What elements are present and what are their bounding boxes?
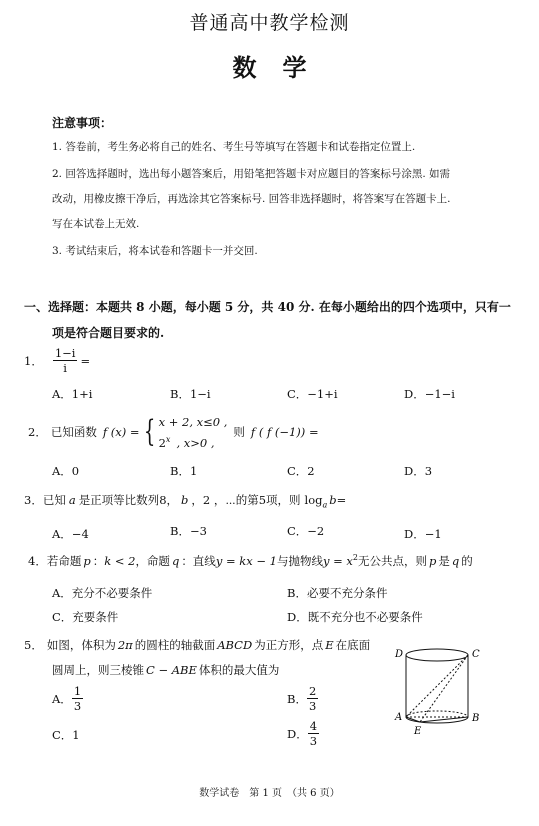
- q4-text-5: 与抛物线: [276, 554, 323, 568]
- q2-cases: [159, 413, 228, 452]
- q2-number: 2．: [28, 425, 47, 440]
- q3-equals: =: [336, 493, 347, 507]
- section-heading-line2: 项是符合题目要求的.: [52, 326, 165, 340]
- subject-title: 数学: [232, 53, 333, 82]
- q5-option-d-frac: [308, 719, 319, 748]
- q4-line-eq: y = kx − 1: [215, 554, 277, 568]
- q2-option-d: D．3: [404, 464, 433, 478]
- note-2-cont: 改动，用橡皮擦干净后，再选涂其它答案标号. 回答非选择题时，将答案写在答题卡上.: [52, 193, 451, 205]
- q5-text-4: 在底面: [335, 638, 371, 652]
- q4-text-4: ：直线: [181, 554, 216, 568]
- page-footer: 数学试卷 第 1 页 （共 6 页）: [199, 788, 340, 799]
- exam-title: 普通高中教学检测: [189, 12, 350, 34]
- q1-option-c: C．−1+i: [287, 387, 338, 401]
- label-b: B: [472, 713, 480, 724]
- q4-var-q: q: [171, 554, 180, 568]
- q5-option-a-den: 3: [73, 699, 82, 713]
- q5-option-c: C．1: [52, 728, 80, 742]
- q1-denominator: i: [63, 361, 67, 375]
- q3-text-2: 是正项等比数列: [78, 493, 160, 507]
- q1-option-a: A．1+i: [52, 387, 93, 401]
- q4-text-2: ：: [92, 554, 105, 568]
- cylinder-top-ellipse: [406, 649, 468, 661]
- q1-option-b: B．1−i: [170, 387, 211, 401]
- q4-text-8: 的: [461, 554, 473, 568]
- question-1: [24, 346, 90, 375]
- q5-abcd: ABCD: [217, 638, 253, 652]
- q2-pre: 已知函数: [50, 425, 97, 440]
- label-e: E: [414, 726, 422, 737]
- label-d: D: [395, 649, 404, 660]
- q5-text-6: 体积的最大值为: [198, 663, 280, 677]
- note-3: 3. 考试结束后，将本试卷和答题卡一并交回.: [52, 245, 258, 257]
- q3-option-d: D．−1: [404, 527, 442, 541]
- q2-case2-cond: , x>0 ,: [176, 435, 215, 450]
- label-a: A: [395, 712, 403, 723]
- q5-option-b: [287, 684, 318, 713]
- q3-option-b: B．−3: [170, 524, 207, 538]
- q1-numerator: 1−i: [54, 346, 76, 360]
- q5-point-e: E: [325, 638, 334, 652]
- q2-option-a: A．0: [52, 464, 80, 478]
- q4-option-b: B．必要不充分条件: [287, 586, 388, 600]
- q2-ask: f ( f (−1)) =: [250, 425, 319, 440]
- q4-parabola-exp: 2: [352, 553, 359, 563]
- q3-option-c: C．−2: [287, 524, 325, 538]
- q2-case2-exp: x: [165, 435, 171, 444]
- q4-number: 4．: [28, 554, 47, 568]
- q3-text-3: 8，: [159, 493, 179, 507]
- q5-option-d: [287, 719, 319, 748]
- q5-option-b-den: 3: [308, 699, 317, 713]
- q4-parabola-eq: y = x: [322, 554, 353, 568]
- q2-post: 则: [233, 425, 245, 440]
- section-heading-line1: 一、选择题：本题共 8 小题，每小题 5 分，共 40 分. 在每小题给出的四个选项中，只有一: [24, 300, 511, 314]
- q3-text-4: ，2 ，⋯的第5项，则: [191, 493, 301, 507]
- q5-option-a: [52, 684, 83, 713]
- q2-case2-base: 2: [158, 435, 166, 450]
- question-4: [28, 553, 473, 569]
- q1-option-d: D．−1−i: [404, 387, 455, 401]
- q4-text-1: 若命题: [46, 554, 82, 568]
- q4-cond-k: k < 2: [104, 554, 136, 568]
- question-5: [24, 637, 370, 653]
- q2-brace: {: [143, 414, 155, 450]
- q4-option-c: C．充要条件: [52, 610, 119, 624]
- q2-case1: x + 2, x≤0 ,: [158, 415, 228, 429]
- label-c: C: [472, 649, 480, 660]
- q5-text-3: 为正方形，点: [254, 638, 324, 652]
- q5-text-5: 圆周上，则三棱锥: [52, 663, 144, 677]
- q4-option-d: D．既不充分也不必要条件: [287, 610, 423, 624]
- q3-log-arg: b: [329, 493, 337, 507]
- q3-var-b: b: [181, 493, 189, 507]
- q1-equals: =: [80, 353, 91, 368]
- q4-var-q2: q: [451, 554, 460, 568]
- cylinder-figure: [392, 640, 492, 740]
- q5-volume: 2π: [117, 638, 133, 652]
- q3-log-base: a: [322, 500, 328, 510]
- q5-option-b-label: B．: [287, 691, 307, 706]
- q5-number: 5．: [24, 638, 43, 652]
- q2-case2: [159, 431, 228, 452]
- q4-text-7: 是: [438, 554, 450, 568]
- q5-option-a-frac: [72, 684, 83, 713]
- note-2: 2. 回答选择题时，选出每小题答案后，用铅笔把答题卡对应题目的答案标号涂黑. 如需: [52, 168, 451, 180]
- q1-number: 1．: [24, 353, 43, 368]
- note-2-end: 写在本试卷上无效.: [52, 218, 140, 230]
- q2-option-c: C．2: [287, 464, 315, 478]
- cylinder-bottom-back: [406, 711, 468, 717]
- q4-option-a: A．充分不必要条件: [52, 586, 153, 600]
- q5-text-1: 如图，体积为: [46, 638, 116, 652]
- q2-fx: f (x) =: [102, 425, 140, 440]
- question-2: [28, 413, 319, 452]
- q3-option-a: A．−4: [52, 527, 89, 541]
- q5-option-a-num: 1: [73, 684, 82, 698]
- q5-pyramid: C − ABE: [146, 663, 197, 677]
- q5-text-2: 的圆柱的轴截面: [134, 638, 216, 652]
- question-5-line2: [52, 662, 279, 678]
- q4-var-p2: p: [429, 554, 437, 568]
- q5-option-a-label: A．: [52, 691, 72, 706]
- q3-text-1: 已知: [42, 493, 66, 507]
- q5-option-b-frac: [307, 684, 318, 713]
- notes-heading: 注意事项：: [52, 116, 113, 130]
- q5-option-b-num: 2: [308, 684, 317, 698]
- note-1: 1. 答卷前，考生务必将自己的姓名、考生号等填写在答题卡和试卷指定位置上.: [52, 141, 416, 153]
- q3-var-a: a: [68, 493, 76, 507]
- q3-number: 3．: [24, 493, 43, 507]
- q4-text-6: 无公共点，则: [358, 554, 428, 568]
- q2-option-b: B．1: [170, 464, 198, 478]
- q5-option-d-den: 3: [309, 734, 318, 748]
- q5-option-d-label: D．: [287, 726, 308, 741]
- q5-option-d-num: 4: [309, 719, 318, 733]
- segment-ce: [420, 655, 468, 722]
- q4-var-p: p: [83, 554, 91, 568]
- q1-fraction: [53, 346, 78, 375]
- question-3: [24, 492, 346, 509]
- q3-log: log: [304, 493, 323, 507]
- q4-text-3: ，命题: [135, 554, 170, 568]
- segment-ca: [406, 655, 468, 717]
